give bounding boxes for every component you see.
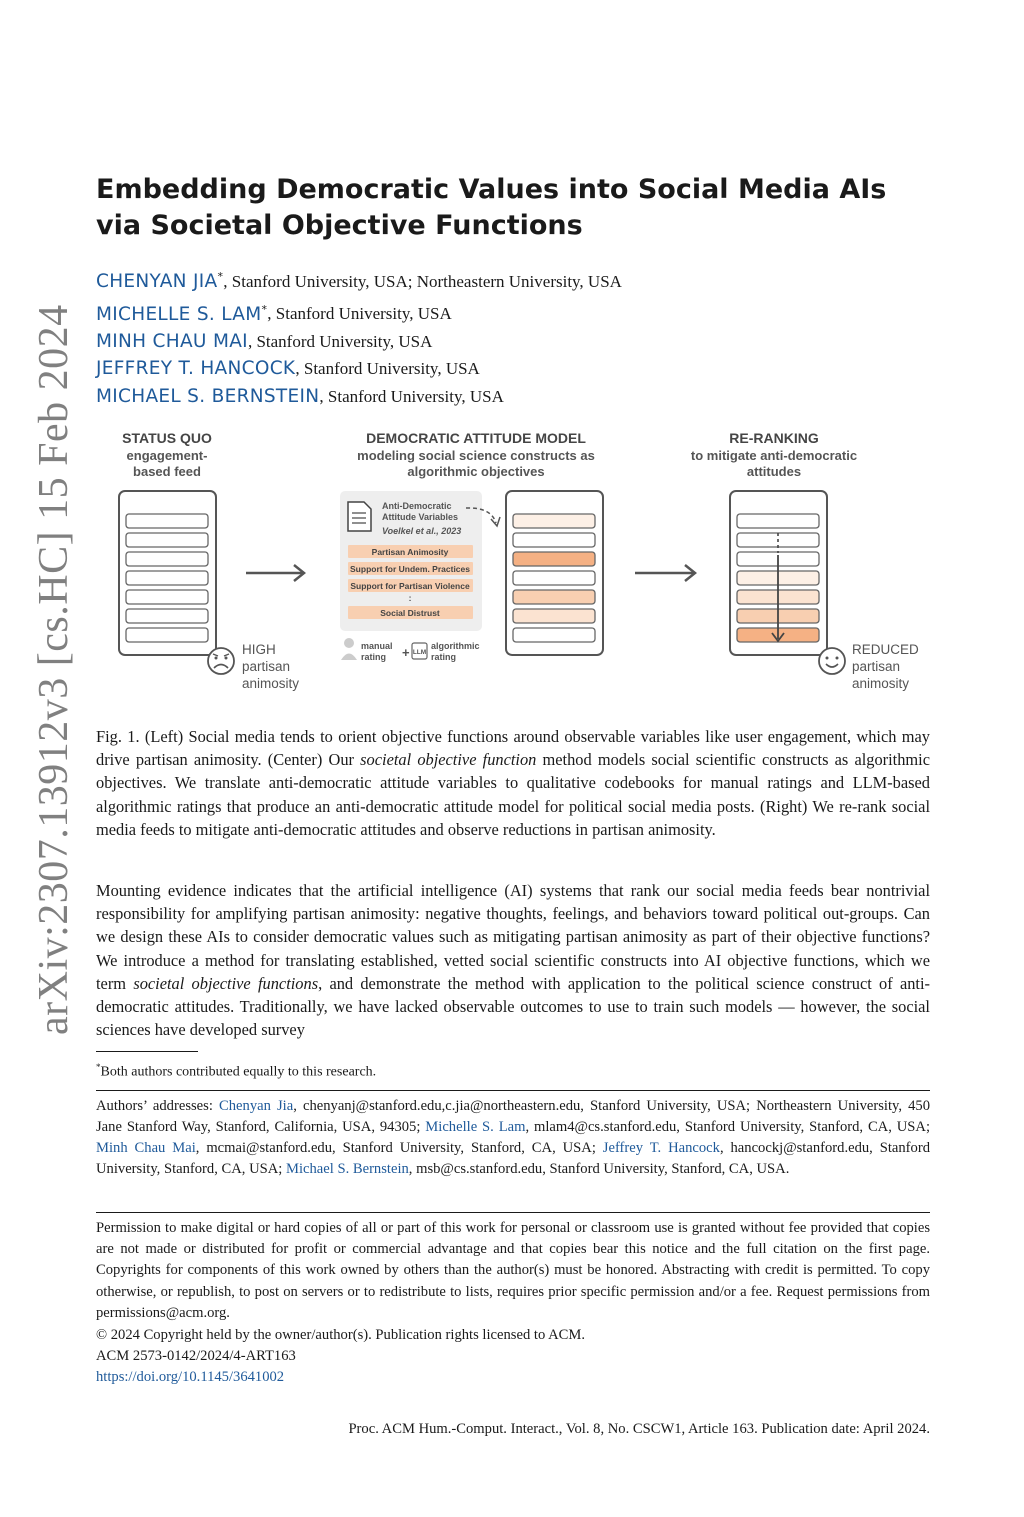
doc-citation: Voelkel et al., 2023 [382, 526, 462, 536]
author-affiliation: , Stanford University, USA [267, 304, 452, 324]
abstract-paragraph: Mounting evidence indicates that the artificial intelligence (AI) systems that rank our social media feeds bear nontrivial responsibility for amplifying partisan animosity: negative thoughts, feelings, and behaviors toward political out-groups. Can we design these AIs to consider democratic values such as mitigating partisan animosity as part of their objective functions? We introduce a method for translating established, vetted social scientific constructs into AI objective functions, which we term societal objective functions, and demonstrate the method with application to the political science construct of anti-democratic attitudes. Traditionally, we have lacked observable outcomes to use to train such models — however, the social sciences have developed survey [96, 881, 930, 1040]
variable-label: Partisan Animosity [371, 547, 449, 557]
author-entry [96, 295, 936, 327]
author-list [96, 263, 936, 410]
footnote-rule [96, 1051, 198, 1052]
author-entry [96, 383, 936, 410]
re-ranking-sub-2: attitudes [746, 464, 802, 479]
author-name[interactable]: JEFFREY T. HANCOCK [96, 358, 296, 380]
author-link[interactable]: Michelle S. Lam [425, 1119, 526, 1135]
feed-post [126, 628, 208, 642]
publication-meta [96, 1325, 585, 1388]
copyright-line: © 2024 Copyright held by the owner/author(s). Publication rights licensed to ACM. [96, 1327, 585, 1343]
reduced-partisan-label: partisan [852, 659, 901, 674]
author-link[interactable]: Michael S. Bernstein [285, 1161, 409, 1177]
status-quo-heading: STATUS QUO [122, 430, 212, 446]
model-sub-1: modeling social science constructs as [357, 448, 595, 463]
acm-id: ACM 2573-0142/2024/4-ART163 [96, 1348, 296, 1364]
equal-contribution-mark: * [217, 270, 224, 283]
author-entry [96, 328, 936, 355]
feed-post [126, 590, 208, 604]
reranked-feed-phone [730, 491, 827, 655]
frown-face-icon [208, 648, 234, 674]
author-name[interactable]: CHENYAN JIA [96, 271, 218, 293]
variable-label: Social Distrust [380, 608, 440, 618]
feed-post [126, 514, 208, 528]
abstract-emphasis: societal objective functions [133, 973, 319, 993]
author-link[interactable]: Jeffrey T. Hancock [602, 1140, 720, 1156]
footnote: *Both authors contributed equally to this research. [96, 1062, 377, 1080]
feed-post [126, 533, 208, 547]
re-ranking-sub-1: to mitigate anti-democratic [690, 448, 858, 463]
high-label: HIGH [242, 642, 276, 657]
author-link[interactable]: Minh Chau Mai [96, 1140, 196, 1156]
paper-title: Embedding Democratic Values into Social Media AIs via Societal Objective Functions [96, 174, 887, 241]
feed-post [126, 552, 208, 566]
author-entry [96, 263, 936, 295]
equal-contribution-mark: * [261, 302, 268, 316]
engagement-feed-phone [119, 491, 216, 655]
author-name[interactable]: MICHELLE S. LAM [96, 303, 262, 325]
author-affiliation: , Stanford University, USA [247, 331, 433, 351]
arxiv-stamp: arXiv:2307.13912v3 [cs.HC] 15 Feb 2024 [31, 304, 77, 1035]
doc-title-2: Attitude Variables [382, 512, 459, 522]
variable-label: Support for Undem. Practices [350, 564, 470, 574]
feed-post [126, 571, 208, 585]
author-entry [96, 355, 936, 382]
author-name[interactable]: MICHAEL S. BERNSTEIN [96, 385, 320, 407]
divider [96, 1212, 930, 1213]
author-addresses: Authors’ addresses: Chenyan Jia, chenyanj@stanford.edu,c.jia@northeastern.edu, Stanford University, USA; Northeastern University, 450 Jane Stanford Way, Stanford, California, USA, 94305; Michelle S. Lam, mlam4@cs.stanford.edu, Stanford University, Stanford, CA, USA; Minh Chau Mai, mcmai@stanford.edu, Stanford University, Stanford, CA, USA; Jeffrey T. Hancock, hancockj@stanford.edu, Stanford University, Stanford, CA, USA; Michael S. Bernstein, msb@cs.stanford.edu, Stanford University, Stanford, CA, USA. [96, 1098, 931, 1177]
high-animosity-label: animosity [242, 676, 300, 691]
feed-post [513, 590, 595, 604]
reduced-label: REDUCED [852, 642, 919, 657]
model-heading: DEMOCRATIC ATTITUDE MODEL [366, 430, 586, 446]
plus-sign: + [402, 645, 410, 660]
feed-post [126, 609, 208, 623]
arrow-right-icon [246, 565, 304, 581]
doc-title-1: Anti-Democratic [382, 501, 452, 511]
feed-post [737, 514, 819, 528]
figure-caption: Fig. 1. (Left) Social media tends to orient objective functions around observable variables like user engagement, which may drive partisan animosity. (Center) Our societal objective function method models social scientific constructs as algorithmic objectives. We translate anti-democratic attitude variables to qualitative codebooks for manual ratings and LLM-based algorithmic ratings that produce an anti-democratic attitude model for political social media posts. (Right) We re-rank social media feeds to mitigate anti-democratic attitudes and observe reductions in partisan animosity. [96, 727, 930, 839]
author-affiliation: , Stanford University, USA; Northeastern University, USA [223, 272, 622, 292]
dashed-arrow-head [491, 517, 500, 526]
running-footer: Proc. ACM Hum.-Comput. Interact., Vol. 8, No. CSCW1, Article 163. Publication date: April 2024. [348, 1421, 930, 1437]
feed-post [513, 514, 595, 528]
llm-icon-label: LLM [412, 649, 427, 656]
divider [96, 1090, 930, 1091]
variable-label: Support for Partisan Violence [350, 581, 470, 591]
figure-diagram [96, 425, 930, 697]
author-affiliation: , Stanford University, USA [295, 359, 480, 379]
author-affiliation: , Stanford University, USA [319, 386, 504, 406]
footnote-mark: * [96, 1062, 101, 1072]
reduced-animosity-label: animosity [852, 676, 910, 691]
feed-post [513, 571, 595, 585]
model-sub-2: algorithmic objectives [407, 464, 545, 479]
status-quo-sub-2: based feed [133, 464, 201, 479]
manual-label-1: manual [361, 641, 393, 651]
teaser-figure [96, 425, 930, 697]
scored-feed-phone [506, 491, 603, 655]
status-quo-sub-1: engagement- [126, 448, 208, 463]
high-partisan-label: partisan [242, 659, 291, 674]
arrow-right-icon [635, 565, 695, 581]
algorithmic-label-1: algorithmic [431, 641, 480, 651]
caption-emphasis: societal objective function [360, 750, 537, 770]
codebook-card [340, 491, 482, 631]
manual-label-2: rating [361, 652, 387, 662]
document-icon [348, 502, 371, 531]
feed-post [513, 533, 595, 547]
re-ranking-heading: RE-RANKING [729, 430, 819, 446]
algorithmic-label-2: rating [431, 652, 457, 662]
feed-post [513, 609, 595, 623]
doi-link[interactable]: https://doi.org/10.1145/3641002 [96, 1369, 285, 1385]
variables-ellipsis: : [408, 593, 412, 603]
author-name[interactable]: MINH CHAU MAI [96, 330, 248, 352]
person-icon [341, 638, 357, 660]
permission-notice: Permission to make digital or hard copies of all or part of this work for personal or classroom use is granted without fee provided that copies are not made or distributed for profit or commercial advantage and that copies bear this notice and the full citation on the first page. Copyrights for components of this work owned by others than the author(s) must be honored. Abstracting with credit is permitted. To copy otherwise, or republish, to post on servers or to redistribute to lists, requires prior specific permission and/or a fee. Request permissions from permissions@acm.org. [96, 1220, 930, 1321]
author-link[interactable]: Chenyan Jia [219, 1098, 294, 1114]
feed-post [513, 628, 595, 642]
feed-post [513, 552, 595, 566]
smile-face-icon [819, 648, 845, 674]
